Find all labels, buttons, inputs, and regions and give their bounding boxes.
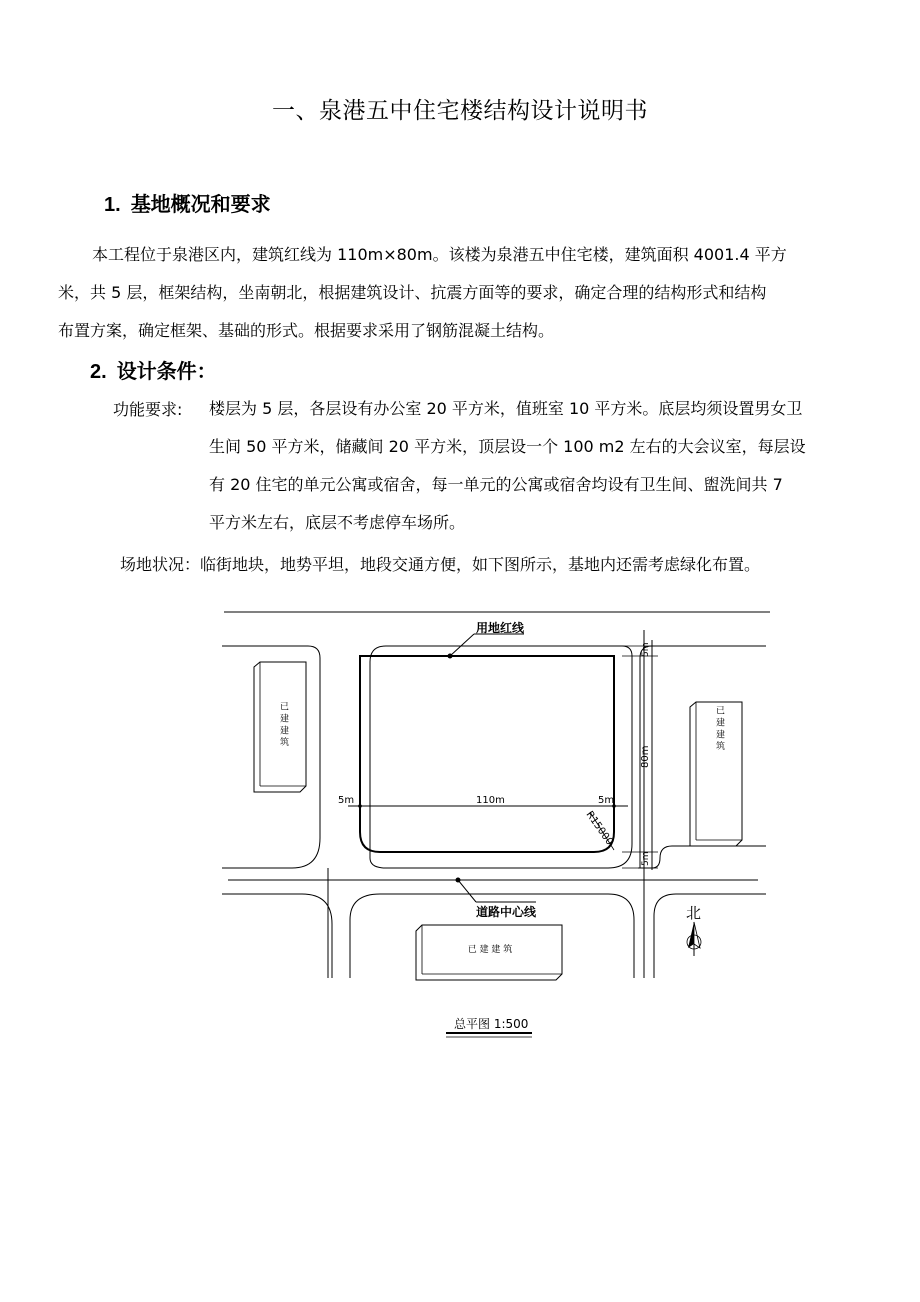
section-2-number: 2. xyxy=(90,361,107,383)
road-leader xyxy=(458,880,476,902)
north-label: 北 xyxy=(686,904,702,922)
function-line: 有 20 住宅的单元公寓或宿舍，每一单元的公寓或宿舍均设有卫生间、盥洗间共 7 xyxy=(209,475,783,494)
west-building-label: 已 建 建 筑 xyxy=(278,701,288,747)
dimension-depth-label: 80m xyxy=(640,745,651,768)
function-requirements-label: 功能要求: xyxy=(113,400,183,419)
section-2-title: 设计条件： xyxy=(116,359,217,383)
dimension-width-label: 110m xyxy=(476,795,505,806)
dimension-left-label: 5m xyxy=(338,795,355,806)
redline-label: 用地红线 xyxy=(476,621,525,635)
section-1-line: 米，共 5 层，框架结构，坐南朝北，根据建筑设计、抗震方面等的要求，确定合理的结构形式和结构 xyxy=(58,283,767,302)
east-building-label: 已 建 建 筑 xyxy=(714,705,724,751)
corner-radius-label: R15000 xyxy=(583,809,615,848)
site-boundary-redline xyxy=(360,656,614,852)
north-arrow-icon xyxy=(686,904,701,956)
document-title: 一、泉港五中住宅楼结构设计说明书 xyxy=(272,98,648,124)
road-curb-block xyxy=(370,646,632,868)
section-1-line: 本工程位于泉港区内，建筑红线为 110m×80m。该楼为泉港五中住宅楼，建筑面积 4001.4 平方 xyxy=(92,245,787,264)
section-1-number: 1. xyxy=(104,194,121,216)
function-line: 生间 50 平方米，储藏间 20 平方米，顶层设一个 100 m2 左右的大会议室，每层设 xyxy=(209,437,806,456)
dimension-right-label: 5m xyxy=(598,795,615,806)
section-1-paragraph xyxy=(58,236,864,350)
section-2-heading xyxy=(90,355,217,384)
plan-caption: 总平图 1:500 xyxy=(454,1017,529,1031)
section-1-heading xyxy=(104,188,271,217)
redline-leader xyxy=(450,634,474,656)
function-line: 楼层为 5 层，各层设有办公室 20 平方米，值班室 10 平方米。底层均须设置男女卫 xyxy=(209,399,803,418)
road-center-label: 道路中心线 xyxy=(476,905,537,919)
road-curb-east xyxy=(660,846,766,858)
dimension-tick xyxy=(358,804,362,808)
site-plan-drawing xyxy=(220,600,780,1040)
section-1-line: 布置方案，确定框架、基础的形式。根据要求采用了钢筋混凝土结构。 xyxy=(58,321,555,340)
road-curb-sw xyxy=(222,894,332,978)
road-curb-se xyxy=(654,894,766,978)
function-line: 平方米左右，底层不考虑停车场所。 xyxy=(209,513,466,532)
function-requirements-text xyxy=(209,390,864,542)
dimension-bottom-label: 5m xyxy=(641,851,651,866)
site-conditions-text: 临街地块，地势平坦，地段交通方便，如下图所示，基地内还需考虑绿化布置。 xyxy=(200,555,761,574)
dimension-top-label: 5m xyxy=(641,642,651,657)
south-building-label: 已 建 建 筑 xyxy=(467,945,513,955)
site-conditions-label: 场地状况： xyxy=(120,555,201,574)
section-1-title: 基地概况和要求 xyxy=(130,192,271,216)
site-conditions xyxy=(120,552,760,575)
